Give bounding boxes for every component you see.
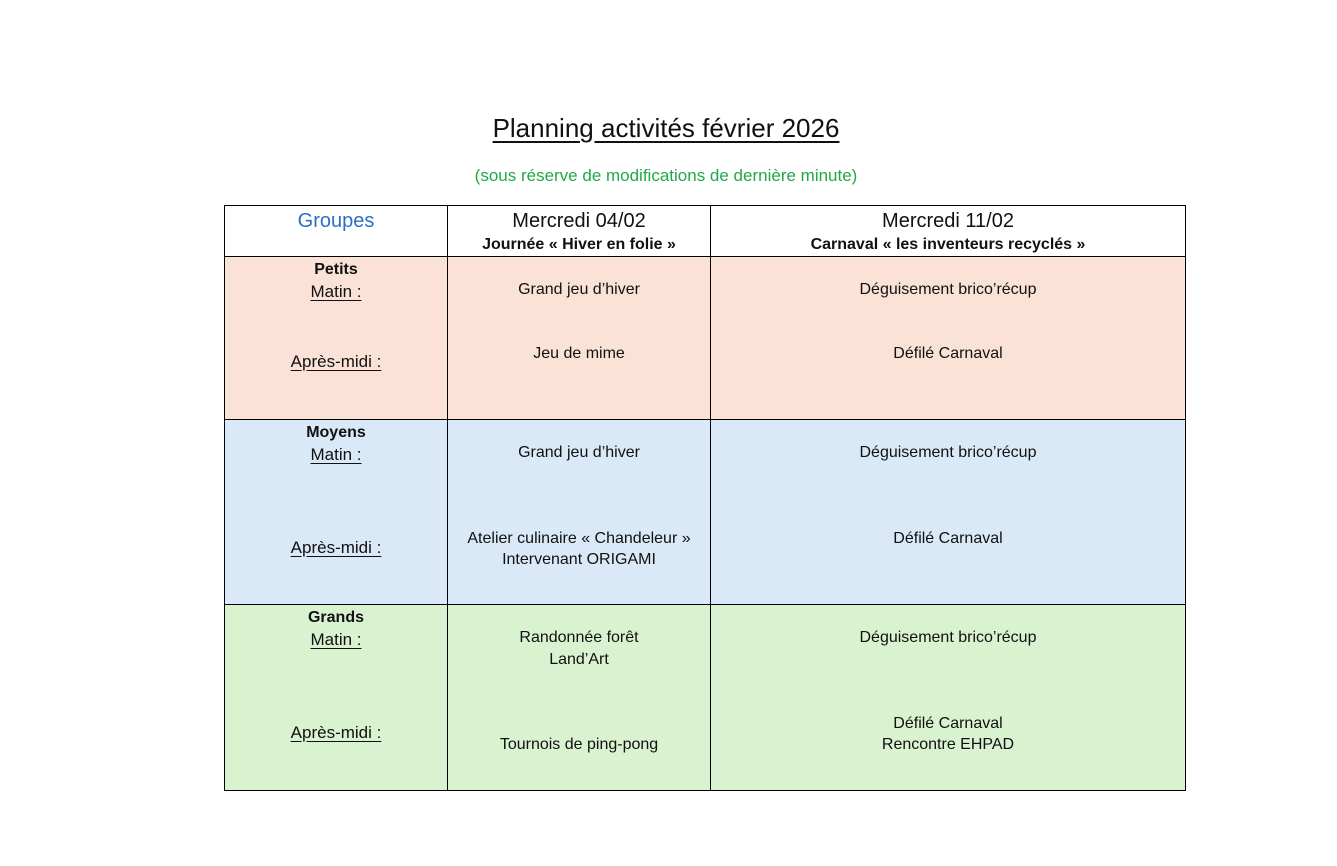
activity-cell [711,420,1186,605]
group-cell-petits [225,257,448,420]
header-day-2-cell [711,206,1186,257]
activity-afternoon: Jeu de mime [533,345,625,362]
activity-morning: Grand jeu d’hiver [518,281,640,298]
activity-morning: Déguisement brico’récup [859,629,1037,646]
group-row-moyens [225,420,1186,605]
day-2-theme: Carnaval « les inventeurs recyclés » [810,236,1086,253]
activity-afternoon: Défilé Carnaval [893,345,1003,362]
afternoon-label: Après-midi : [290,723,382,742]
group-row-petits [225,257,1186,420]
group-cell-moyens [225,420,448,605]
day-1-title: Mercredi 04/02 [512,210,646,232]
group-name: Moyens [306,424,366,441]
afternoon-label: Après-midi : [290,538,382,557]
morning-label: Matin : [310,630,362,649]
page-title: Planning activités février 2026 [492,113,840,143]
groups-header: Groupes [297,210,375,232]
activity-cell [711,257,1186,420]
activity-cell [448,257,711,420]
planning-table [224,205,1186,791]
activity-cell [711,605,1186,791]
page-subtitle: (sous réserve de modifications de dernière minute) [474,166,858,185]
day-1-theme: Journée « Hiver en folie » [482,236,676,253]
activity-morning: Randonnée forêt [519,629,639,646]
morning-label: Matin : [310,445,362,464]
activity-afternoon: Défilé Carnaval [893,530,1003,547]
header-day-1-cell [448,206,711,257]
group-cell-grands [225,605,448,791]
group-row-grands [225,605,1186,791]
table-header-row [225,206,1186,257]
group-name: Grands [307,609,364,626]
day-2-title: Mercredi 11/02 [882,210,1014,232]
activity-afternoon: Atelier culinaire « Chandeleur » [467,530,691,547]
activity-afternoon: Rencontre EHPAD [881,736,1015,753]
activity-morning: Déguisement brico’récup [859,444,1037,461]
activity-morning: Grand jeu d’hiver [518,444,640,461]
activity-morning: Déguisement brico’récup [859,281,1037,298]
header-groups-cell [225,206,448,257]
activity-afternoon: Intervenant ORIGAMI [502,551,656,568]
activity-afternoon: Tournois de ping-pong [499,736,659,753]
activity-cell [448,605,711,791]
activity-afternoon: Défilé Carnaval [893,715,1003,732]
activity-cell [448,420,711,605]
morning-label: Matin : [310,282,362,301]
afternoon-label: Après-midi : [290,352,382,371]
group-name: Petits [314,261,358,278]
activity-morning: Land’Art [549,651,609,668]
